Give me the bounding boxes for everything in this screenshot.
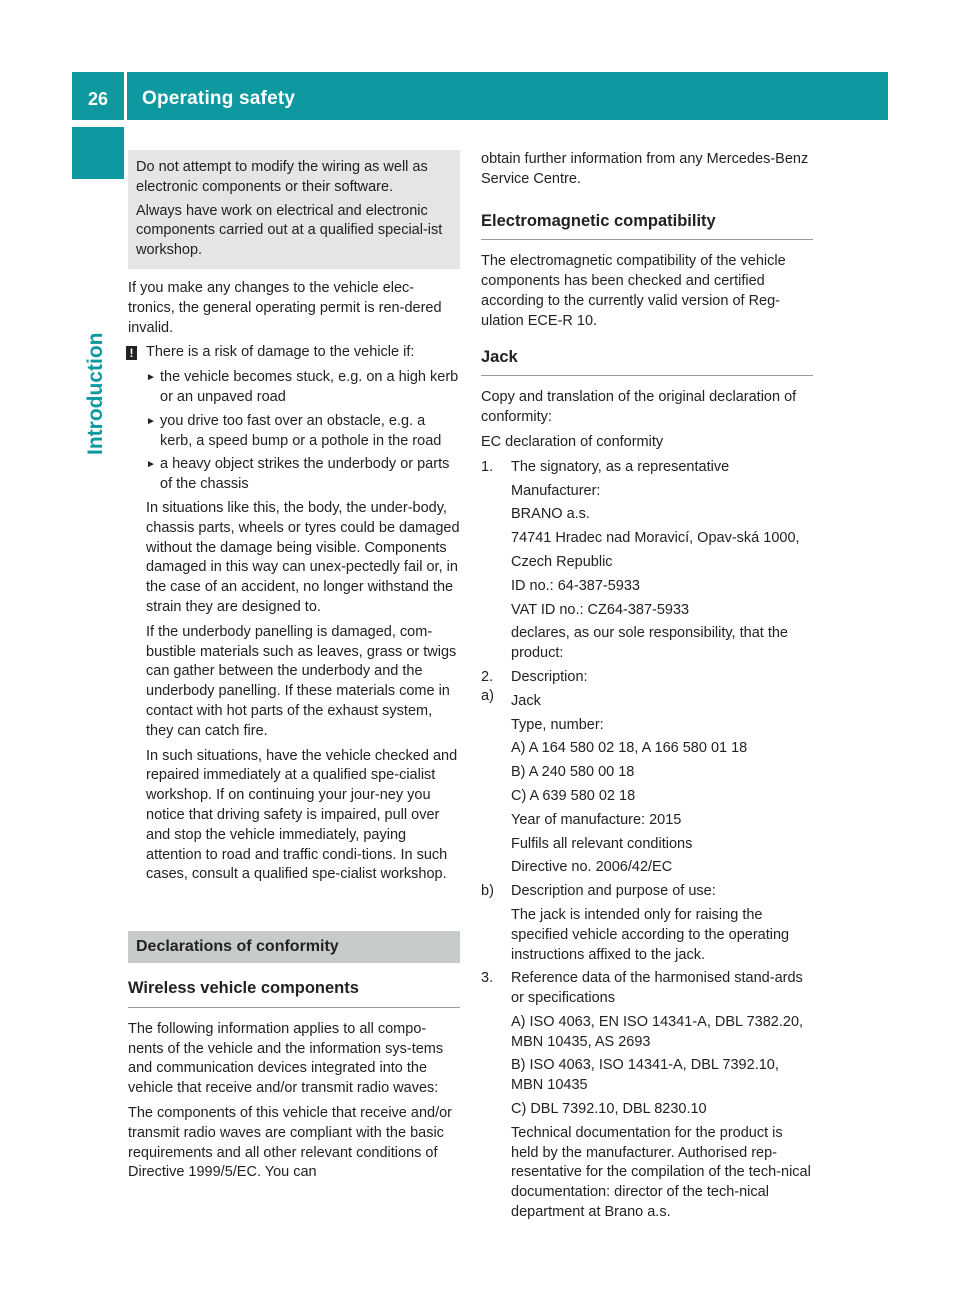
paragraph: The components of this vehicle that receive and/or transmit radio waves are compliant with the basic requirements and all other relevant conditions of Directive 1999/5/EC. You can xyxy=(128,1105,453,1181)
item-line: C) A 639 580 02 18 xyxy=(511,787,636,804)
item-number: 3. xyxy=(481,970,494,987)
item-line: Type, number: xyxy=(511,716,604,733)
paragraph: In situations like this, the body, the under-body, chassis parts, wheels or tyres could be damaged without the damage being visible. Components damaged in this way can unex-pectedly fail or, in the case of an accident, no longer withstand the strain they are designed to. xyxy=(146,499,460,615)
paragraph: The electromagnetic compatibility of the vehicle components has been checked and certified according to the currently valid version of Reg-ulation ECE-R 10. xyxy=(481,253,786,329)
paragraph: If you make any changes to the vehicle elec-tronics, the general operating permit is ren-dered invalid. xyxy=(128,279,442,336)
warning-block xyxy=(128,343,460,885)
paragraph: The following information applies to all compo-nents of the vehicle and the information sys-tems and communication devices integrated into the vehicle that receive and/or transmit radio waves: xyxy=(128,1020,444,1097)
item-line: Fulfils all relevant conditions xyxy=(511,835,693,852)
warning-icon: ! xyxy=(126,346,137,360)
item-line: ID no.: 64-387-5933 xyxy=(511,577,640,594)
item-line: Year of manufacture: 2015 xyxy=(511,811,682,828)
item-number: 1. xyxy=(481,458,494,475)
list-item: ► a heavy object strikes the underbody or parts of the chassis xyxy=(146,456,450,493)
item-line: 74741 Hradec nad Moravicí, Opav-ská 1000, xyxy=(511,530,800,547)
bullet-icon: ► xyxy=(146,459,156,471)
item-line: Technical documentation for the product is held by the manufacturer. Authorised rep-resentative for the compilation of the tech-nical documentation: director of the tech-nical department at Brano a.s. xyxy=(511,1124,811,1221)
item-line: B) A 240 580 00 18 xyxy=(511,764,635,781)
paragraph: If the underbody panelling is damaged, com-bustible materials such as leaves, grass or twigs can gather between the underbody and the underbody panelling. If these materials come in contact with hot parts of the exhaust system, they can catch fire. xyxy=(146,623,457,739)
item-line: Description: xyxy=(511,668,588,685)
page-title: Operating safety xyxy=(142,88,296,109)
list-item: ► the vehicle becomes stuck, e.g. on a high kerb or an unpaved road xyxy=(146,369,459,405)
lettered-item-b xyxy=(481,882,813,965)
paragraph: In such situations, have the vehicle checked and repaired immediately at a qualified spe-cialist workshop. If on continuing your jour-ney you notice that driving safety is impaired, pull over and stop the vehicle immediately, paying attention to road and traffic condi-tions. In such cases, consult a qualified spe-cialist workshop. xyxy=(146,747,458,883)
item-line: A) ISO 4063, EN ISO 14341-A, DBL 7382.20, MBN 10435, AS 2693 xyxy=(511,1013,804,1050)
item-line: A) A 164 580 02 18, A 166 580 01 18 xyxy=(511,740,748,757)
header-divider xyxy=(124,72,127,120)
numbered-item-1 xyxy=(481,458,813,664)
page-number: 26 xyxy=(87,89,109,109)
item-line: The signatory, as a representative xyxy=(511,458,730,475)
heading-emc: Electromagnetic compatibility xyxy=(481,212,813,241)
paragraph: EC declaration of conformity xyxy=(481,433,664,450)
section-marker xyxy=(72,127,124,179)
note-text: Do not attempt to modify the wiring as well as electronic components or their software. xyxy=(136,159,428,195)
numbered-item-2 xyxy=(481,668,813,878)
item-line: The jack is intended only for raising the specified vehicle according to the operating instructions affixed to the jack. xyxy=(511,906,790,963)
item-line: C) DBL 7392.10, DBL 8230.10 xyxy=(511,1101,707,1118)
item-line: B) ISO 4063, ISO 14341-A, DBL 7392.10, MBN 10435 xyxy=(511,1057,779,1094)
item-line: Jack xyxy=(511,692,541,709)
right-column xyxy=(481,150,813,1227)
numbered-item-3 xyxy=(481,969,813,1223)
item-line: VAT ID no.: CZ64-387-5933 xyxy=(511,601,690,618)
item-line: Description and purpose of use: xyxy=(511,883,716,900)
item-line: Directive no. 2006/42/EC xyxy=(511,859,673,876)
warning-text: There is a risk of damage to the vehicle if: xyxy=(146,344,415,361)
list-item: ► you drive too fast over an obstacle, e.g. a kerb, a speed bump or a pothole in the road xyxy=(146,412,442,449)
item-letter: a) xyxy=(481,687,494,704)
item-line: Czech Republic xyxy=(511,553,613,570)
item-line: Reference data of the harmonised stand-ards or specifications xyxy=(511,970,803,1007)
heading-wireless: Wireless vehicle components xyxy=(128,979,460,1008)
paragraph: obtain further information from any Mercedes-Benz Service Centre. xyxy=(481,151,809,187)
item-line: Manufacturer: xyxy=(511,482,601,499)
paragraph: Copy and translation of the original declaration of conformity: xyxy=(481,389,797,426)
item-letter: b) xyxy=(481,883,494,900)
section-heading-declarations: Declarations of conformity xyxy=(128,931,460,963)
heading-jack: Jack xyxy=(481,348,813,377)
bullet-list xyxy=(146,368,460,495)
bullet-icon: ► xyxy=(146,372,156,384)
section-label: Introduction xyxy=(84,332,107,455)
item-line: declares, as our sole responsibility, that the product: xyxy=(511,625,788,662)
item-line: BRANO a.s. xyxy=(511,506,590,523)
item-number: 2. xyxy=(481,668,494,685)
note-text: Always have work on electrical and electronic components carried out at a qualified special-ist workshop. xyxy=(136,202,443,259)
left-column xyxy=(128,150,460,1188)
bullet-icon: ► xyxy=(146,415,156,427)
note-box xyxy=(128,150,460,269)
